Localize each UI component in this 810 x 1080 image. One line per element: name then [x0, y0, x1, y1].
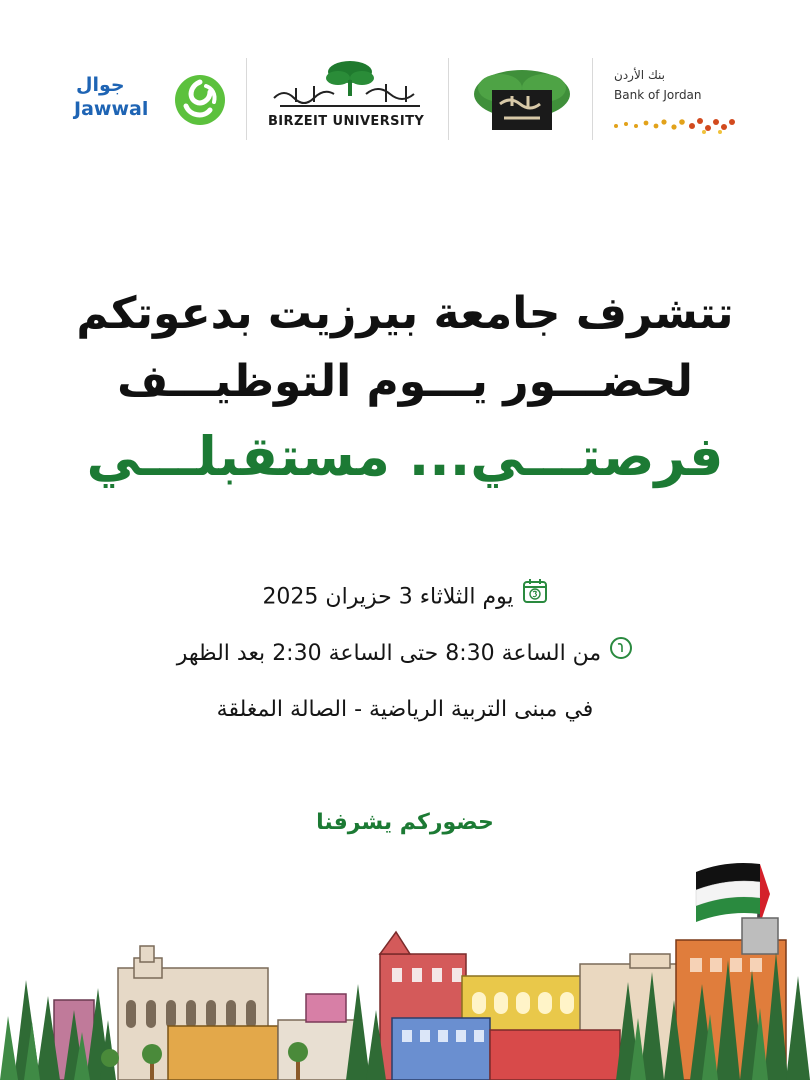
- headline-line-2: لحضـــور يـــوم التوظيـــف: [117, 356, 693, 407]
- closing-motto: حضوركم يشرفنا: [316, 810, 494, 835]
- invitation-headline: [60, 280, 750, 498]
- bank-of-jordan-logo: [612, 58, 752, 144]
- event-location-text: في مبنى التربية الرياضية - الصالة المغلقة: [216, 697, 594, 722]
- clock-icon: [609, 635, 633, 673]
- jawwal-logo: [72, 58, 232, 144]
- bank-dots-icon: [612, 114, 738, 136]
- mooneh-tree-icon: [470, 60, 574, 138]
- jawwal-english-text: Jawwal: [74, 98, 149, 120]
- event-details: [60, 578, 750, 747]
- mooneh-birzeit-logo: [470, 58, 580, 144]
- birzeit-english-text: BIRZEIT UNIVERSITY: [268, 114, 425, 129]
- jawwal-mark-icon: [172, 72, 228, 128]
- jawwal-arabic-text: جوال: [76, 74, 125, 96]
- event-slogan: فرصتـــي... مستقبلـــي: [86, 425, 724, 488]
- logo-divider: [592, 58, 593, 140]
- headline-line-1: تتشرف جامعة بيرزيت بدعوتكم: [76, 288, 734, 339]
- event-date-row: [60, 578, 750, 617]
- sponsor-logos: [0, 58, 810, 144]
- event-time-text: من الساعة 8:30 حتى الساعة 2:30 بعد الظهر: [176, 641, 602, 666]
- calendar-icon: [522, 578, 548, 617]
- birzeit-logo: [262, 58, 432, 144]
- event-date-text: يوم الثلاثاء 3 حزيران 2025: [262, 584, 514, 610]
- olive-tree-calligraphy-icon: [266, 58, 430, 114]
- logo-divider: [448, 58, 449, 140]
- campus-skyline-illustration: [0, 850, 810, 1080]
- event-time-row: [60, 635, 750, 673]
- bank-arabic-text: بنك الأردن: [614, 68, 666, 82]
- event-location-row: [60, 691, 750, 729]
- logo-divider: [246, 58, 247, 140]
- bank-english-text: Bank of Jordan: [614, 88, 702, 102]
